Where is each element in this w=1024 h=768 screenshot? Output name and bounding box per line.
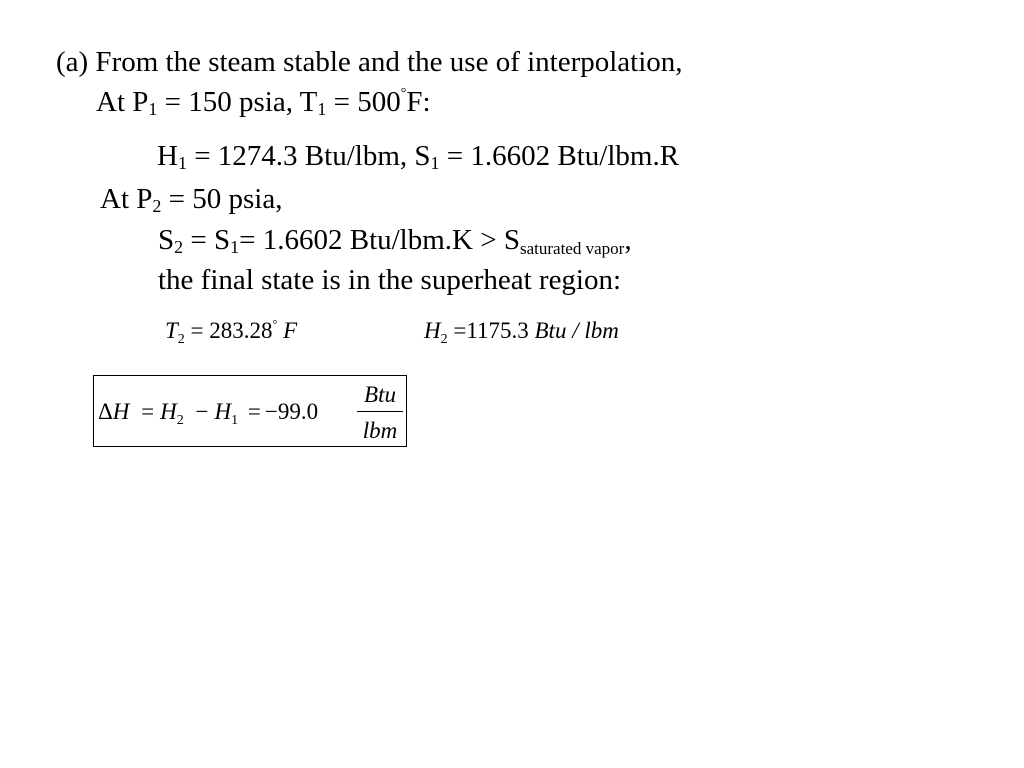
t1-value: = 500 [326, 86, 401, 118]
p1-value: = 150 psia, T [157, 86, 318, 118]
entropy2-text [158, 224, 632, 258]
h1-label: H [157, 140, 178, 172]
h2-subscript: 2 [440, 332, 448, 347]
degree-symbol: ° [400, 86, 407, 101]
h2-value: =1175.3 [453, 318, 529, 343]
t2-subscript: 2 [177, 332, 185, 347]
fraction-denominator: lbm [362, 418, 398, 443]
s2-value: = 1.6602 Btu/lbm.K > S [239, 224, 520, 256]
result-t2 [165, 317, 298, 347]
equals-1: = [141, 399, 155, 424]
h1-value: = 1274.3 Btu/lbm, S [186, 140, 431, 172]
p2-subscript: 2 [152, 196, 162, 216]
state2-prefix: At P [100, 183, 153, 215]
fraction-bar [357, 411, 403, 412]
result-h2 [424, 318, 619, 347]
h2-term: H [160, 399, 177, 424]
props1-text [157, 142, 679, 171]
s1-subscript-2: 1 [230, 237, 240, 257]
t2-unit: F [283, 318, 298, 343]
h2-symbol: H [424, 318, 441, 343]
intro-label: (a) From the steam stable and the use of interpolation, [56, 46, 683, 78]
minus-sign: − [195, 399, 209, 424]
t2-value: = 283.28 [190, 318, 273, 343]
conclusion-label: the final state is in the superheat region: [158, 264, 622, 296]
state2-text [100, 185, 282, 214]
delta-symbol: Δ [98, 399, 113, 424]
delta-h-value: −99.0 [264, 399, 319, 424]
h2-unit: Btu / lbm [534, 318, 619, 343]
equals-2: = [247, 399, 261, 424]
answer-box [93, 375, 407, 447]
saturated-vapor-subscript: saturated vapor [519, 239, 625, 258]
state1-prefix: At P [96, 86, 149, 118]
conclusion-text [158, 266, 621, 295]
h1-term-subscript: 1 [231, 413, 239, 428]
s2-subscript: 2 [174, 237, 184, 257]
s1-value: = 1.6602 Btu/lbm.R [439, 140, 680, 172]
fraction-numerator: Btu [364, 382, 396, 407]
s2-label: S [158, 224, 175, 256]
delta-h-equation [98, 399, 319, 428]
state1-text [96, 88, 431, 117]
t1-unit: F: [406, 86, 431, 118]
s2-comma: , [624, 224, 632, 256]
h2-term-subscript: 2 [176, 413, 184, 428]
t1-subscript: 1 [317, 99, 327, 119]
p1-subscript: 1 [148, 99, 158, 119]
h1-term: H [214, 399, 232, 424]
t2-degree: ° [272, 317, 278, 331]
p2-value: = 50 psia, [161, 183, 283, 215]
s1-subscript: 1 [430, 153, 440, 173]
t2-symbol: T [165, 318, 178, 343]
h1-subscript: 1 [177, 153, 187, 173]
s2-equals: = S [183, 224, 231, 256]
h-symbol: H [112, 399, 130, 424]
intro-text [56, 48, 683, 77]
